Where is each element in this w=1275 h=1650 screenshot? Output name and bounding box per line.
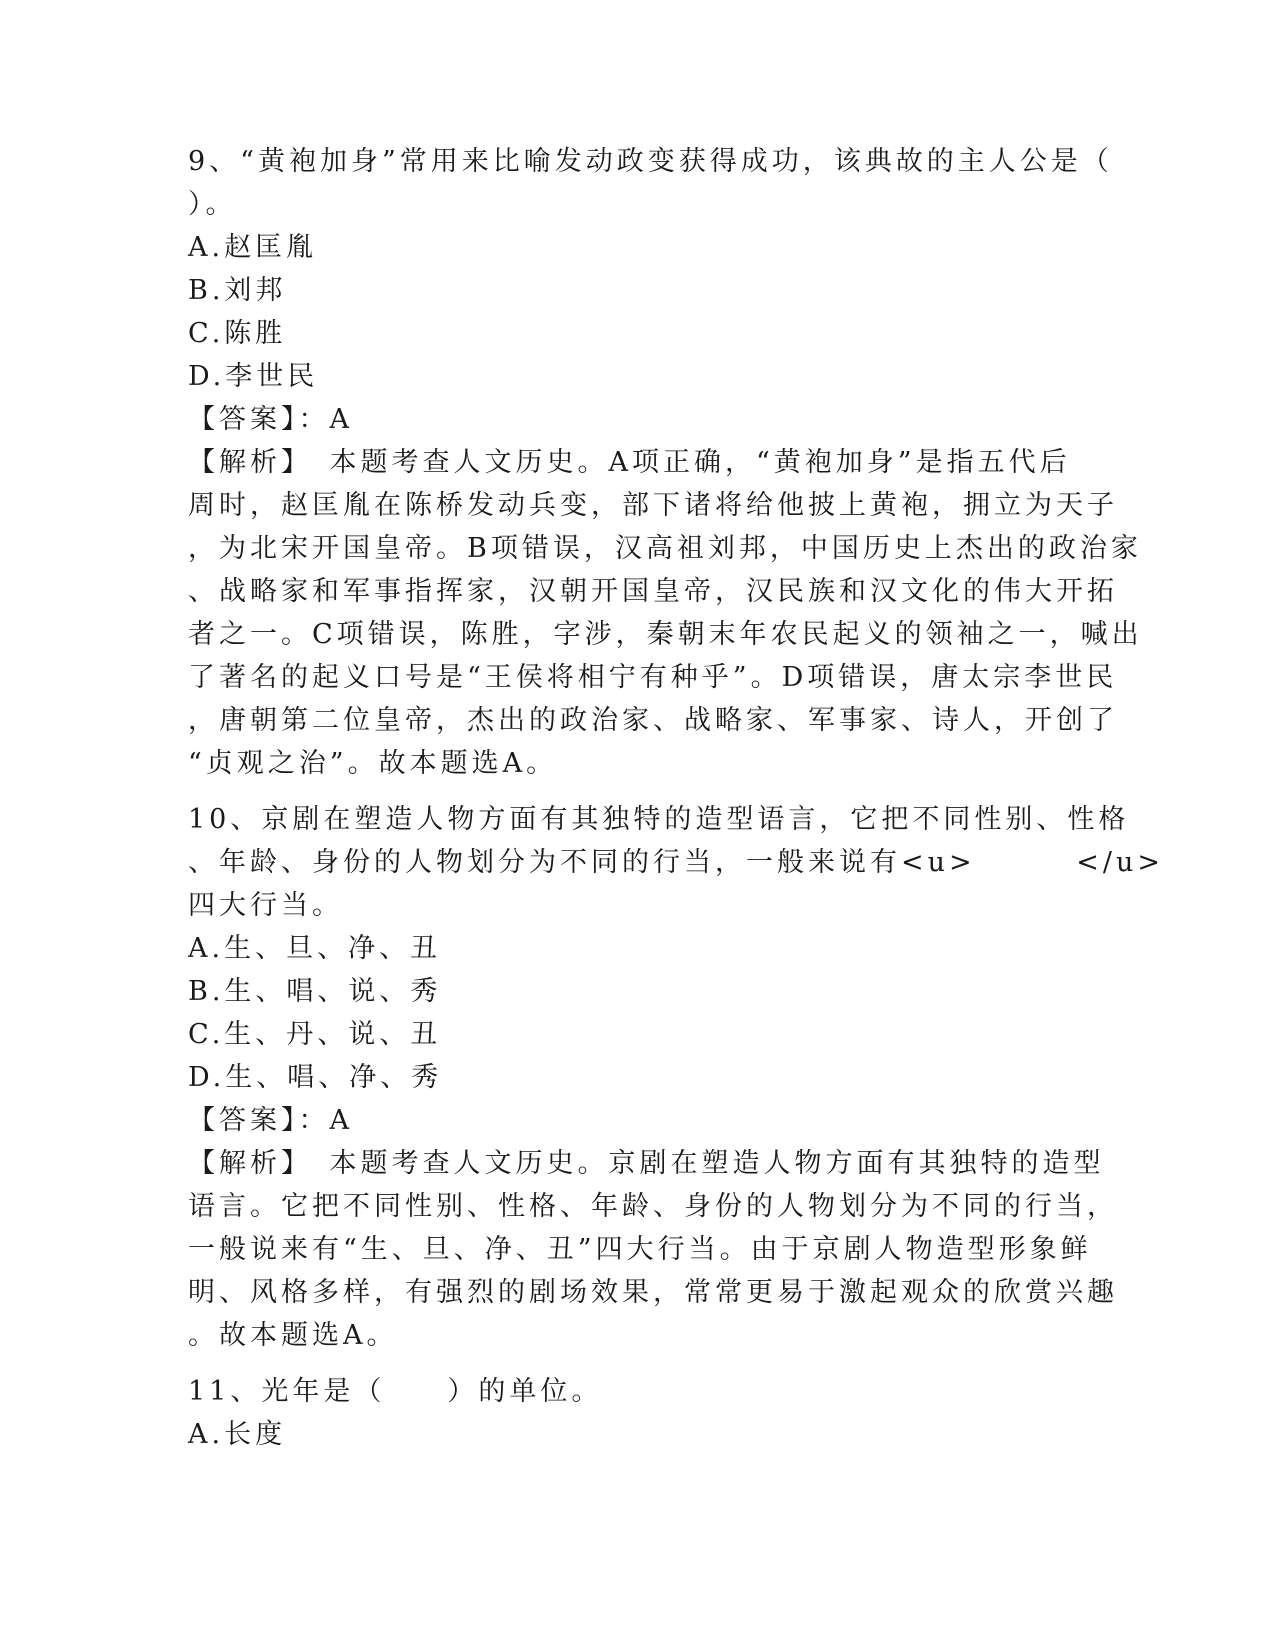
option-a: A.长度 [188,1419,287,1450]
question-spacer [188,785,1088,798]
answer-line: 【答案】：A [188,1105,353,1136]
question-stem-line: 9、“黄袍加身”常用来比喻发动政变获得成功，该典故的主人公是（ [188,146,1113,177]
answer-line: 【答案】：A [188,404,353,435]
question-stem-line: ）。 [188,189,237,220]
analysis-line: 【解析】 本题考查人文历史。京剧在塑造人物方面有其独特的造型 [188,1148,1105,1179]
analysis-line: 。故本题选A。 [188,1320,398,1351]
analysis-line: 一般说来有“生、旦、净、丑”四大行当。由于京剧人物造型形象鲜 [188,1234,1092,1265]
option-b: B.生、唱、说、秀 [188,976,442,1007]
analysis-line: 语言。它把不同性别、性格、年龄、身份的人物划分为不同的行当， [188,1191,1118,1222]
option-c: C.陈胜 [188,318,287,349]
question-stem-line: 10、京剧在塑造人物方面有其独特的造型语言，它把不同性别、性格 [188,804,1130,835]
option-b: B.刘邦 [188,275,287,306]
question-10 [188,798,1165,1357]
analysis-line: ，为北宋开国皇帝。B项错误，汉高祖刘邦，中国历史上杰出的政治家 [188,533,1142,564]
question-stem-line: 、年龄、身份的人物划分为不同的行当，一般来说有<u> </u> [188,847,1165,878]
document-body [188,140,1165,1456]
question-11 [188,1370,1088,1456]
question-stem-line: 11、光年是（ ）的单位。 [188,1376,603,1407]
analysis-line: 周时，赵匡胤在陈桥发动兵变，部下诸将给他披上黄袍，拥立为天子 [188,490,1118,521]
option-d: D.李世民 [188,361,319,392]
option-a: A.赵匡胤 [188,232,318,263]
analysis-line: 、战略家和军事指挥家，汉朝开国皇帝，汉民族和汉文化的伟大开拓 [188,576,1118,607]
question-stem-line: 四大行当。 [188,890,343,921]
analysis-line: 明、风格多样，有强烈的剧场效果，常常更易于激起观众的欣赏兴趣 [188,1277,1118,1308]
analysis-line: 者之一。C项错误，陈胜，字涉，秦朝末年农民起义的领袖之一，喊出 [188,619,1143,650]
analysis-line: 了著名的起义口号是“王侯将相宁有种乎”。D项错误，唐太宗李世民 [188,662,1118,693]
question-9 [188,140,1143,785]
option-a: A.生、旦、净、丑 [188,933,442,964]
question-spacer [188,1357,1088,1370]
analysis-line: 【解析】 本题考查人文历史。A项正确，“黄袍加身”是指五代后 [188,447,1071,478]
option-c: C.生、丹、说、丑 [188,1019,442,1050]
option-d: D.生、唱、净、秀 [188,1062,443,1093]
analysis-line: ，唐朝第二位皇帝，杰出的政治家、战略家、军事家、诗人，开创了 [188,705,1118,736]
analysis-line: “贞观之治”。故本题选A。 [188,748,558,779]
